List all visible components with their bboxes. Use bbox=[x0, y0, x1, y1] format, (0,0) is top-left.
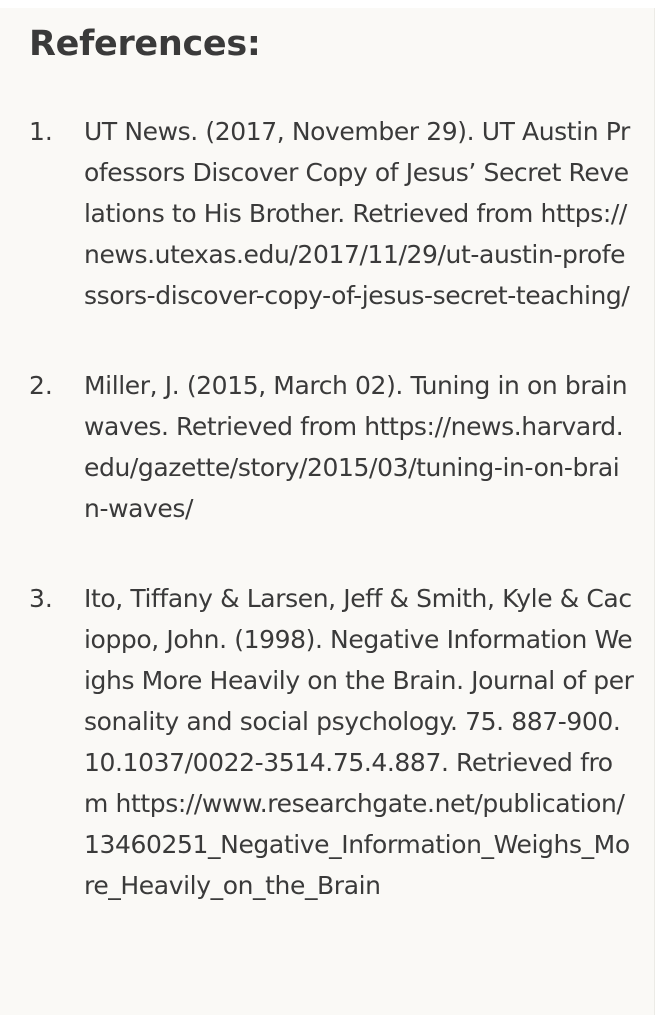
references-panel bbox=[0, 8, 655, 1015]
reference-number: 3. bbox=[29, 584, 53, 613]
reference-text: Miller, J. (2015, March 02). Tuning in on brain waves. Retrieved from https://news.harvard.edu/gazette/story/2015/03/tuning-in-on-brain-waves/ bbox=[84, 371, 628, 523]
reference-item bbox=[0, 111, 655, 316]
references-heading: References: bbox=[29, 24, 261, 64]
reference-number: 1. bbox=[29, 117, 53, 146]
references-list bbox=[0, 111, 655, 955]
reference-text: Ito, Tiffany & Larsen, Jeff & Smith, Kyle & Cacioppo, John. (1998). Negative Information Weighs More Heavily on the Brain. Journal of personality and social psychology. 75. 887-900. 10.1037/0022-3514.75.4.887. Retrieved from https://www.researchgate.net/publication/13460251_Negative_Information_Weighs_More_Heavily_on_the_Brain bbox=[84, 584, 634, 900]
reference-text: UT News. (2017, November 29). UT Austin Professors Discover Copy of Jesus’ Secret Revelations to His Brother. Retrieved from https://news.utexas.edu/2017/11/29/ut-austin-professors-discover-copy-of-jesus-secret-teaching/ bbox=[84, 117, 630, 310]
reference-item bbox=[0, 365, 655, 529]
reference-number: 2. bbox=[29, 371, 53, 400]
reference-item bbox=[0, 578, 655, 906]
